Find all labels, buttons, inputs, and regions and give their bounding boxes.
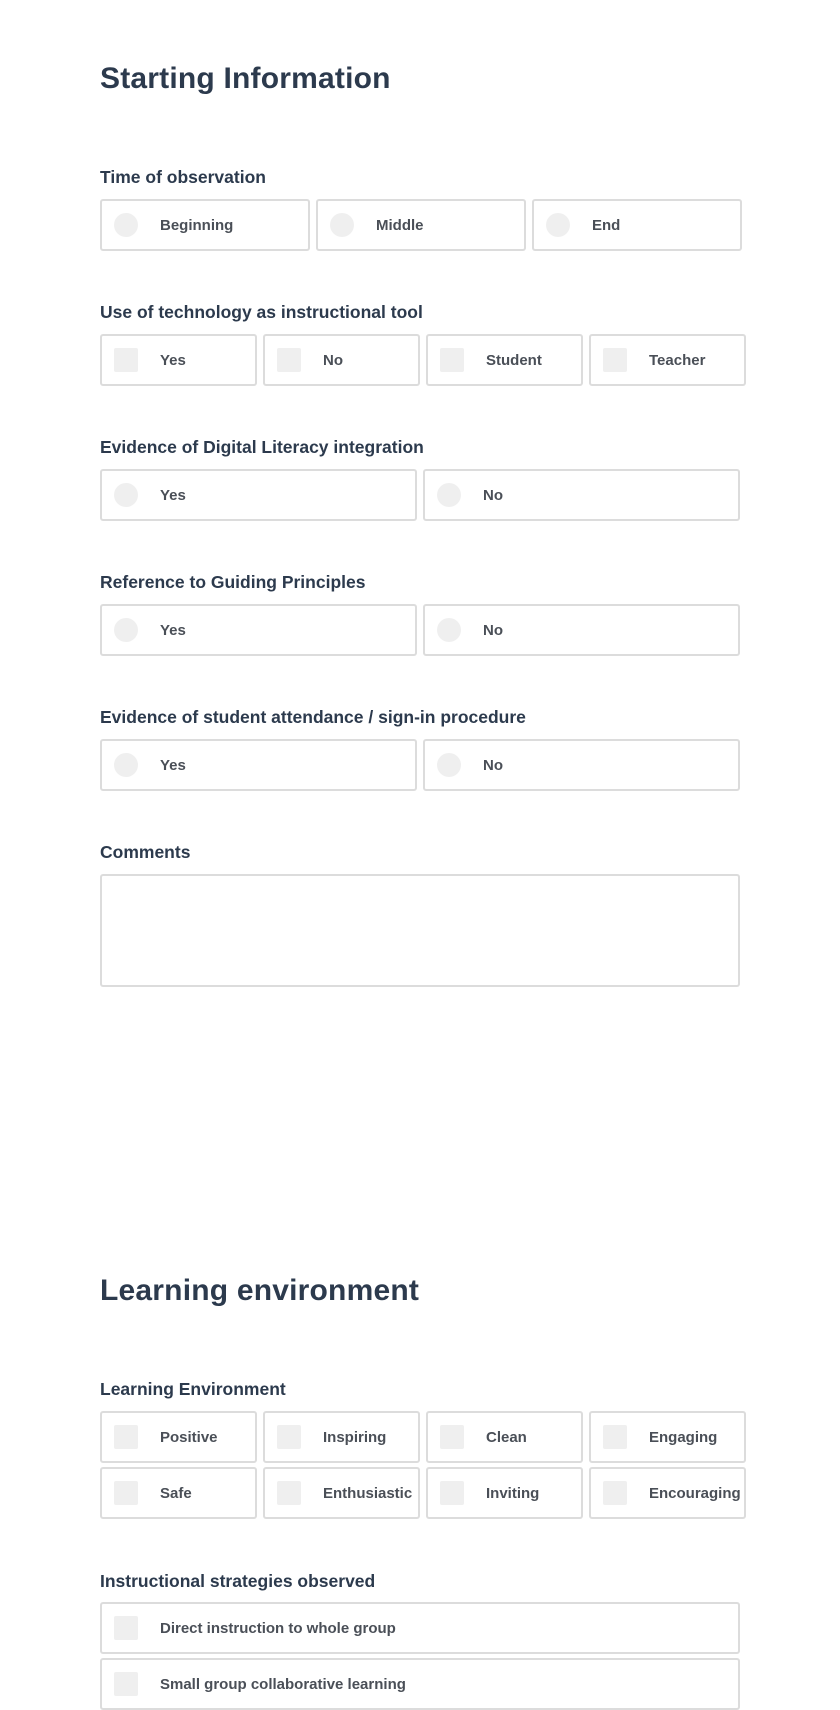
instructional-strategies-option-1 bbox=[100, 1602, 740, 1654]
checkbox-icon bbox=[114, 1425, 138, 1449]
section-title-starting-information: Starting Information bbox=[100, 62, 391, 95]
checkbox-option-engaging[interactable] bbox=[589, 1411, 746, 1463]
checkbox-option-student[interactable] bbox=[426, 334, 583, 386]
checkbox-option-clean[interactable] bbox=[426, 1411, 583, 1463]
radio-option-yes[interactable] bbox=[100, 604, 417, 656]
option-label: Inviting bbox=[486, 1484, 540, 1502]
checkbox-option-small-group[interactable] bbox=[100, 1658, 740, 1710]
option-label: Enthusiastic bbox=[323, 1484, 413, 1502]
checkbox-icon bbox=[277, 1481, 301, 1505]
checkbox-option-inviting[interactable] bbox=[426, 1467, 583, 1519]
checkbox-icon bbox=[114, 1616, 138, 1640]
option-label: Yes bbox=[160, 351, 186, 369]
option-label: No bbox=[483, 486, 503, 504]
option-label: Small group collaborative learning bbox=[160, 1675, 406, 1693]
option-label: Yes bbox=[160, 756, 186, 774]
option-label: Beginning bbox=[160, 216, 234, 234]
checkbox-icon bbox=[603, 1481, 627, 1505]
checkbox-option-direct-instruction[interactable] bbox=[100, 1602, 740, 1654]
guiding-principles-options bbox=[100, 604, 740, 656]
learning-environment-options-row-2 bbox=[100, 1467, 746, 1519]
use-of-technology-options bbox=[100, 334, 746, 386]
option-label: No bbox=[323, 351, 343, 369]
time-of-observation-options bbox=[100, 199, 742, 251]
option-label: End bbox=[592, 216, 621, 234]
option-label: Positive bbox=[160, 1428, 218, 1446]
radio-circle-icon bbox=[546, 213, 570, 237]
option-label: Safe bbox=[160, 1484, 192, 1502]
checkbox-option-teacher[interactable] bbox=[589, 334, 746, 386]
radio-option-middle[interactable] bbox=[316, 199, 526, 251]
radio-option-end[interactable] bbox=[532, 199, 742, 251]
instructional-strategies-option-2 bbox=[100, 1658, 740, 1710]
radio-circle-icon bbox=[437, 753, 461, 777]
checkbox-icon bbox=[277, 1425, 301, 1449]
comments-textarea[interactable] bbox=[100, 874, 740, 987]
learning-environment-options-row-1 bbox=[100, 1411, 746, 1463]
checkbox-option-encouraging[interactable] bbox=[589, 1467, 746, 1519]
option-label: Inspiring bbox=[323, 1428, 387, 1446]
digital-literacy-options bbox=[100, 469, 740, 521]
option-label: Clean bbox=[486, 1428, 527, 1446]
option-label: Engaging bbox=[649, 1428, 718, 1446]
checkbox-option-inspiring[interactable] bbox=[263, 1411, 420, 1463]
question-comments: Comments bbox=[100, 842, 191, 862]
option-label: Teacher bbox=[649, 351, 706, 369]
question-instructional-strategies: Instructional strategies observed bbox=[100, 1571, 376, 1591]
checkbox-option-no[interactable] bbox=[263, 334, 420, 386]
radio-circle-icon bbox=[114, 618, 138, 642]
checkbox-option-yes[interactable] bbox=[100, 334, 257, 386]
checkbox-option-safe[interactable] bbox=[100, 1467, 257, 1519]
option-label: Encouraging bbox=[649, 1484, 741, 1502]
option-label: Yes bbox=[160, 486, 186, 504]
checkbox-icon bbox=[114, 348, 138, 372]
radio-circle-icon bbox=[437, 618, 461, 642]
section-title-learning-environment: Learning environment bbox=[100, 1274, 420, 1307]
option-label: No bbox=[483, 756, 503, 774]
option-label: Student bbox=[486, 351, 542, 369]
checkbox-icon bbox=[114, 1481, 138, 1505]
option-label: Middle bbox=[376, 216, 424, 234]
checkbox-icon bbox=[603, 348, 627, 372]
question-use-of-technology: Use of technology as instructional tool bbox=[100, 302, 423, 322]
checkbox-option-enthusiastic[interactable] bbox=[263, 1467, 420, 1519]
question-time-of-observation: Time of observation bbox=[100, 167, 266, 187]
radio-circle-icon bbox=[330, 213, 354, 237]
radio-option-no[interactable] bbox=[423, 604, 740, 656]
question-guiding-principles: Reference to Guiding Principles bbox=[100, 572, 366, 592]
checkbox-icon bbox=[440, 1425, 464, 1449]
checkbox-icon bbox=[603, 1425, 627, 1449]
radio-option-yes[interactable] bbox=[100, 739, 417, 791]
question-learning-environment: Learning Environment bbox=[100, 1379, 286, 1399]
question-student-attendance: Evidence of student attendance / sign-in procedure bbox=[100, 707, 526, 727]
question-digital-literacy: Evidence of Digital Literacy integration bbox=[100, 437, 424, 457]
radio-option-no[interactable] bbox=[423, 469, 740, 521]
radio-option-yes[interactable] bbox=[100, 469, 417, 521]
option-label: No bbox=[483, 621, 503, 639]
checkbox-icon bbox=[277, 348, 301, 372]
radio-circle-icon bbox=[114, 213, 138, 237]
checkbox-option-positive[interactable] bbox=[100, 1411, 257, 1463]
radio-circle-icon bbox=[114, 753, 138, 777]
student-attendance-options bbox=[100, 739, 740, 791]
checkbox-icon bbox=[114, 1672, 138, 1696]
checkbox-icon bbox=[440, 1481, 464, 1505]
radio-option-beginning[interactable] bbox=[100, 199, 310, 251]
option-label: Direct instruction to whole group bbox=[160, 1619, 396, 1637]
radio-circle-icon bbox=[114, 483, 138, 507]
radio-circle-icon bbox=[437, 483, 461, 507]
radio-option-no[interactable] bbox=[423, 739, 740, 791]
checkbox-icon bbox=[440, 348, 464, 372]
option-label: Yes bbox=[160, 621, 186, 639]
